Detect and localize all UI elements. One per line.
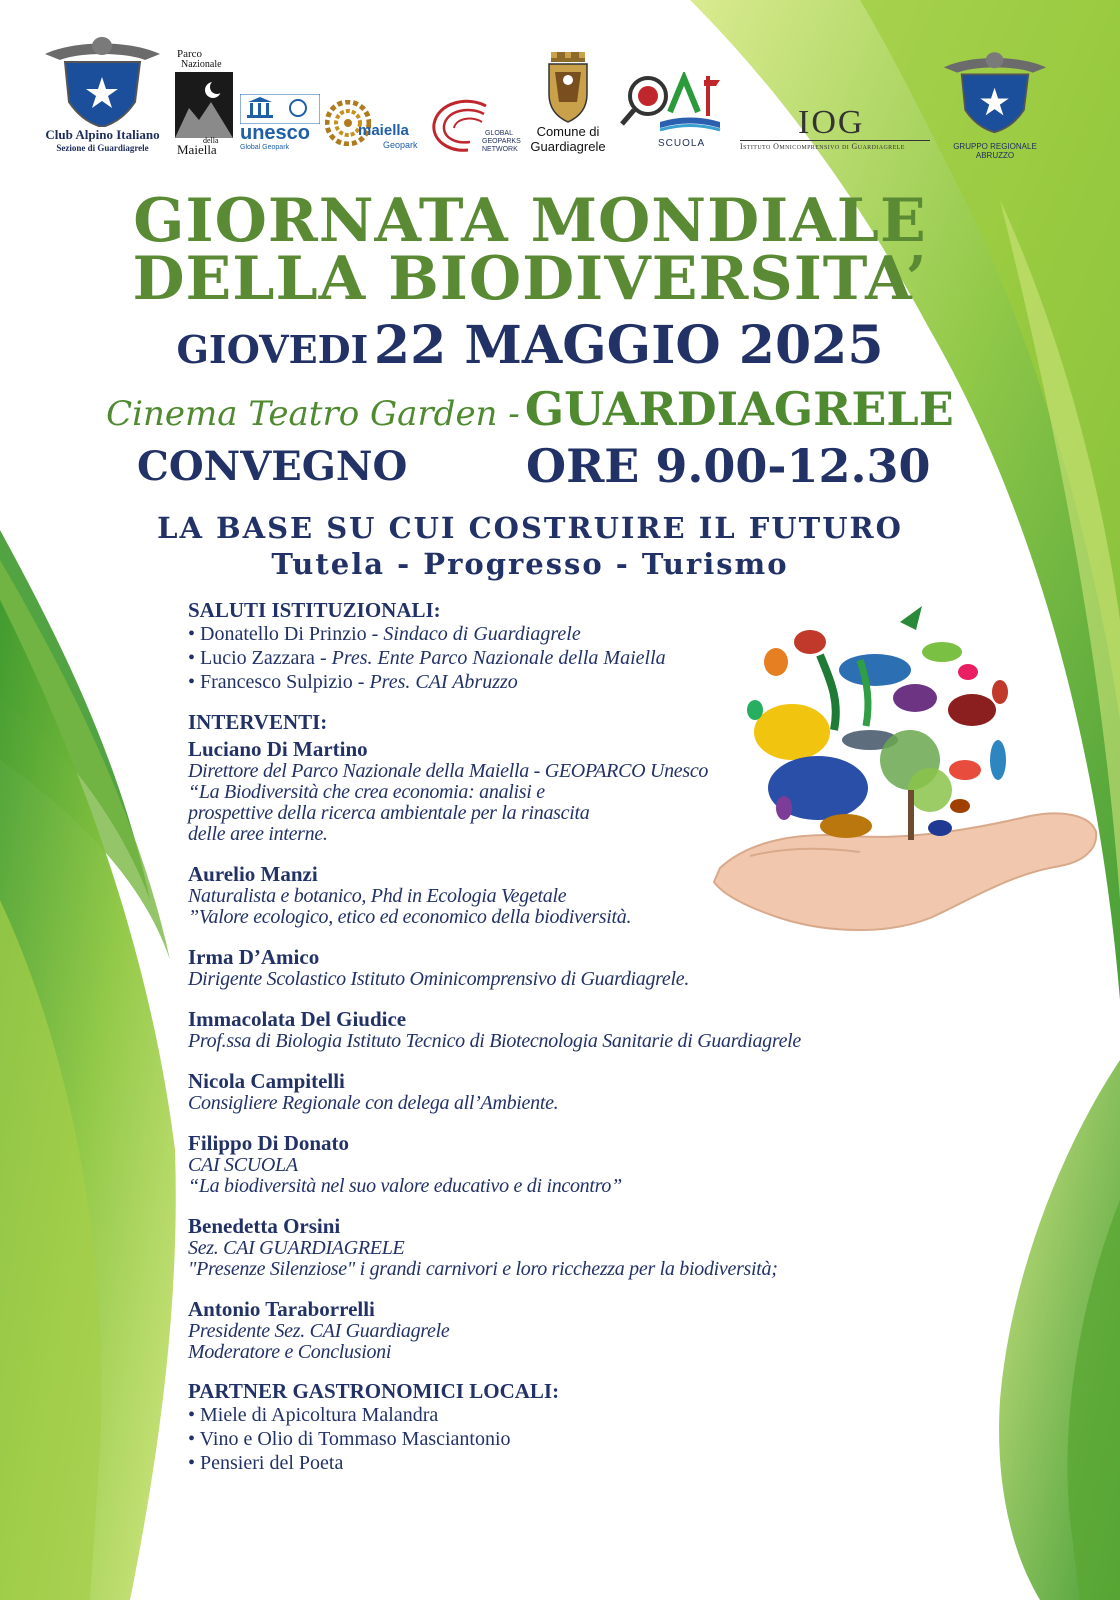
saluti-role: Sindaco di Guardiagrele <box>383 623 581 645</box>
speaker-name: Irma D’Amico <box>188 945 320 969</box>
saluti-name: Donatello Di Prinzio <box>200 623 367 645</box>
interventi-heading: INTERVENTI: <box>188 710 328 734</box>
saluti-name: Francesco Sulpizio <box>200 671 353 693</box>
saluti-item: • Donatello Di Prinzio - Sindaco di Guardiagrele <box>188 623 581 645</box>
speaker-detail: Moderatore e Conclusioni <box>188 1341 392 1363</box>
subtitle-line1: LA BASE SU CUI COSTRUIRE IL FUTURO <box>157 511 903 545</box>
speaker-block <box>188 1298 908 1363</box>
speaker-detail: Dirigente Scolastico Istituto Ominicomprensivo di Guardiagrele. <box>188 968 690 990</box>
cai-eagle-badge-icon <box>935 44 1055 136</box>
ggn-line1: GLOBAL <box>484 130 513 137</box>
unesco-temple-icon <box>240 94 320 124</box>
partner-item: • Pensieri del Poeta <box>188 1452 344 1474</box>
parco-maiella-logo <box>175 48 233 156</box>
speaker-block <box>188 1008 908 1052</box>
saluti-item: • Francesco Sulpizio - Pres. CAI Abruzzo <box>188 671 518 693</box>
parco-line2: Nazionale <box>181 59 222 70</box>
speaker-block <box>188 946 908 990</box>
speaker-block <box>188 1132 908 1197</box>
speaker-name: Filippo Di Donato <box>188 1131 350 1155</box>
saluti-role: Pres. Ente Parco Nazionale della Maiella <box>331 647 666 669</box>
speaker-name: Aurelio Manzi <box>188 862 318 886</box>
comune-line1: Comune di <box>536 124 600 139</box>
venue-place: Cinema Teatro Garden - <box>106 394 520 434</box>
saluti-item: • Lucio Zazzara - Pres. Ente Parco Nazionale della Maiella <box>188 647 666 669</box>
speaker-name: Immacolata Del Giudice <box>188 1007 407 1031</box>
cai-right-logo <box>935 44 1055 160</box>
event-hours: ORE 9.00-12.30 <box>526 439 931 493</box>
speaker-name: Antonio Taraborrelli <box>188 1297 375 1321</box>
speaker-detail: delle aree interne. <box>188 823 328 845</box>
cai-eagle-badge-icon <box>35 32 170 127</box>
speakers-list <box>188 738 908 1363</box>
saluti-list <box>188 622 908 694</box>
speaker-block <box>188 863 908 928</box>
title-line1: GIORNATA MONDIALE <box>133 186 927 256</box>
cai-scuola-logo <box>620 72 735 156</box>
speaker-block <box>188 738 908 845</box>
speaker-block <box>188 1070 908 1114</box>
ggn-line3: NETWORK <box>482 146 518 153</box>
ioc-name: Istituto Omnicomprensivo di Guardiagrele <box>740 142 905 151</box>
maiella-name: maiella <box>358 122 409 139</box>
cai-right-group: GRUPPO REGIONALE ABRUZZO <box>953 142 1037 160</box>
parco-line1: Parco <box>177 48 203 60</box>
cai-left-name: Club Alpino Italiano <box>45 127 160 142</box>
partner-name: Pensieri del Poeta <box>200 1452 344 1474</box>
partner-item: • Vino e Olio di Tommaso Masciantonio <box>188 1428 511 1450</box>
ioc-divider <box>740 140 930 141</box>
comune-line2: Guardiagrele <box>530 139 606 154</box>
speaker-detail: Prof.ssa di Biologia Istituto Tecnico di Biotecnologia Sanitarie di Guardiagrele <box>188 1030 802 1052</box>
comune-guardiagrele-logo <box>523 50 613 160</box>
date-line <box>0 316 1060 388</box>
saluti-role: Pres. CAI Abruzzo <box>369 671 518 693</box>
mountain-moon-icon <box>175 72 233 138</box>
maiella-sub: Geopark <box>383 140 418 150</box>
ggn-line2: GEOPARKS <box>482 138 521 145</box>
speaker-name: Luciano Di Martino <box>188 737 368 761</box>
unesco-name: unesco <box>240 122 311 144</box>
ioc-mark: IOG <box>798 104 865 141</box>
istituto-omnicomprensivo-logo <box>740 104 935 154</box>
coat-of-arms-icon <box>543 50 593 124</box>
program-section <box>188 598 908 1475</box>
parco-line4: Maiella <box>177 142 217 157</box>
subtitle-line2: Tutela - Progresso - Turismo <box>271 547 789 581</box>
event-date: 22 MAGGIO 2025 <box>373 315 884 376</box>
saluti-heading: SALUTI ISTITUZIONALI: <box>188 598 441 622</box>
partner-heading: PARTNER GASTRONOMICI LOCALI: <box>188 1379 560 1403</box>
event-type: CONVEGNO <box>137 443 408 490</box>
speaker-detail: Direttore del Parco Nazionale della Maiella - GEOPARCO Unesco <box>188 760 709 782</box>
speaker-detail: prospettive della ricerca ambientale per la rinascita <box>188 802 590 824</box>
venue-city: GUARDIAGRELE <box>524 382 954 436</box>
maiella-geopark-logo <box>325 100 425 150</box>
speaker-detail: Presidente Sez. CAI Guardiagrele <box>188 1320 450 1342</box>
saluti-name: Lucio Zazzara <box>200 647 315 669</box>
parco-line3: della <box>203 136 219 145</box>
speaker-block <box>188 1215 908 1280</box>
global-geoparks-network-logo <box>428 96 521 156</box>
speaker-detail: “La Biodiversità che crea economia: analisi e <box>188 781 545 803</box>
speaker-detail: Naturalista e botanico, Phd in Ecologia Vegetale <box>188 885 567 907</box>
event-weekday: GIOVEDI <box>176 327 369 372</box>
partner-name: Miele di Apicoltura Malandra <box>200 1404 439 1426</box>
partner-item: • Miele di Apicoltura Malandra <box>188 1404 439 1426</box>
speaker-detail: Consigliere Regionale con delega all’Ambiente. <box>188 1092 559 1114</box>
speaker-detail: “La biodiversità nel suo valore educativo e di incontro” <box>188 1175 622 1197</box>
speaker-name: Nicola Campitelli <box>188 1069 345 1093</box>
unesco-sub: Global Geopark <box>240 144 290 151</box>
partner-name: Vino e Olio di Tommaso Masciantonio <box>199 1428 511 1450</box>
title-line2: DELLA BIODIVERSITA’ <box>132 244 928 314</box>
cai-left-section: Sezione di Guardiagrele <box>56 143 149 153</box>
cai-scuola-label: SCUOLA <box>658 138 706 149</box>
cai-left-logo <box>35 32 170 162</box>
magnifier-book-icon <box>620 72 735 142</box>
speaker-name: Benedetta Orsini <box>188 1214 341 1238</box>
speaker-detail: CAI SCUOLA <box>188 1154 298 1176</box>
speaker-detail: Sez. CAI GUARDIAGRELE <box>188 1237 405 1259</box>
partner-list <box>188 1403 908 1475</box>
speaker-detail: ”Valore ecologico, etico ed economico della biodiversità. <box>188 906 632 928</box>
unesco-logo <box>240 94 320 154</box>
speaker-detail: "Presenze Silenziose" i grandi carnivori e loro ricchezza per la biodiversità; <box>188 1258 778 1280</box>
